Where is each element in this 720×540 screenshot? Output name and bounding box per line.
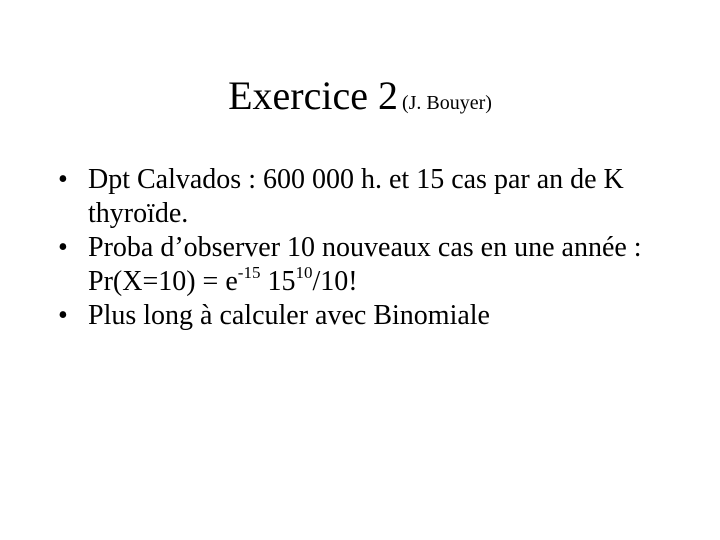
- exponent-minus-15: -15: [237, 262, 261, 282]
- bullet-item-calvados: [58, 163, 678, 231]
- formula-prefix: Proba d’observer 10 nouveaux cas en une année : Pr(X=10) = e: [88, 232, 642, 297]
- bullet-item-binomial: [58, 299, 678, 333]
- title-author: (J. Bouyer): [401, 92, 492, 114]
- formula-base: 15: [260, 266, 296, 297]
- bullet-icon: •: [58, 232, 68, 263]
- slide-title: [0, 72, 720, 129]
- exponent-10: 10: [295, 262, 313, 282]
- bullet-text: [88, 232, 642, 297]
- formula-suffix: /10!: [312, 266, 358, 297]
- bullet-text: Dpt Calvados : 600 000 h. et 15 cas par an de K thyroïde.: [88, 164, 624, 229]
- bullet-icon: •: [58, 300, 68, 331]
- title-main: Exercice 2: [228, 73, 398, 118]
- bullet-text: Plus long à calculer avec Binomiale: [88, 300, 490, 331]
- bullet-list: [58, 163, 678, 333]
- bullet-icon: •: [58, 164, 68, 195]
- bullet-item-probability: [58, 231, 678, 299]
